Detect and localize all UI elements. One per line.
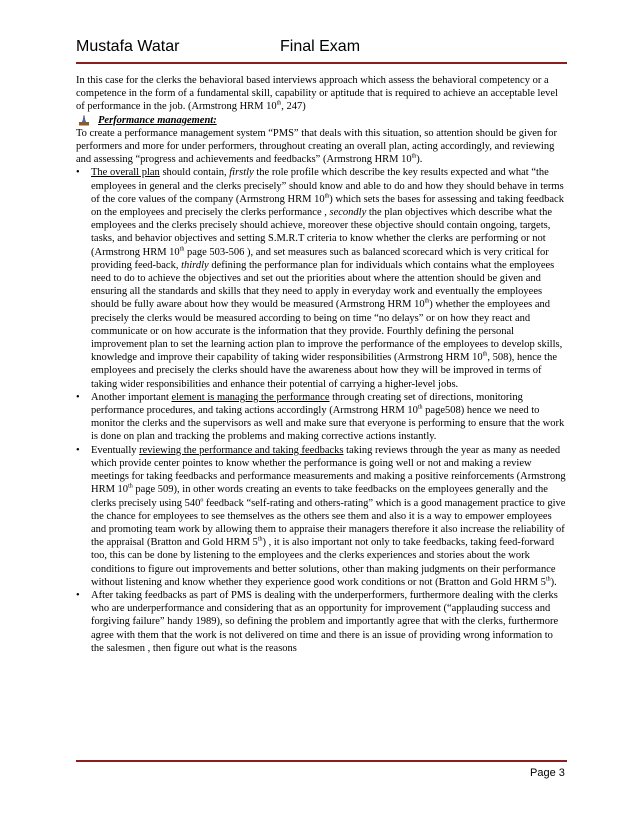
b2-t3: page508) hence we need to monitor the clerks and the supervisors as well and make sure that everyone is performing to ensure that the work is done on plan and tracking the problems and making corrective actions instantly. bbox=[91, 405, 565, 443]
b3-t2: taking reviews through the year as many as needed which provide center pointes to know whether the performance is going well or not and making a review meetings for taking feedbacks and performance measurements and making a positive reinforcements (Armstrong HRM 10 bbox=[91, 444, 566, 496]
footer-rule bbox=[76, 760, 567, 762]
section-para-sup: th bbox=[411, 153, 417, 160]
page-number: Page 3 bbox=[530, 767, 565, 779]
b1-secondly: secondly bbox=[329, 207, 367, 219]
bullet-dot: • bbox=[76, 589, 80, 601]
bullet-underperformers bbox=[76, 589, 568, 655]
b1-t8: , 508), hence the employees and precisely the clerks should have the awareness about how they will be improved in terms of taking wider responsibilities and enhance their potential of carrying a higher-level jobs. bbox=[91, 352, 557, 390]
bullet-reviewing-performance bbox=[76, 444, 568, 589]
bullet-managing-performance bbox=[76, 391, 568, 444]
b2-s1: th bbox=[417, 404, 423, 411]
b2-t2: through creating set of directions, monitoring performance procedures, and taking actions accordingly (Armstrong HRM 10 bbox=[91, 391, 523, 417]
bullet-overall-plan bbox=[76, 166, 568, 390]
bullet-dot: • bbox=[76, 444, 80, 456]
header-author: Mustafa Watar bbox=[76, 38, 180, 55]
b3-t6: ). bbox=[550, 576, 557, 588]
b3-t5: ) , it is also important not only to take feedbacks, taking feed-forward too, this can be done by listening to the employees and the clerks experiences and stories about the work conditions to figure out improvements and better solutions, other than making judgments on their performance without listening and know whether they experience good work conditions or not (Bratton and Gold HRM 5 bbox=[91, 537, 556, 588]
header-title: Final Exam bbox=[280, 38, 361, 55]
page-header bbox=[76, 38, 566, 62]
section-para-tail: ). bbox=[416, 154, 423, 166]
b1-t1: should contain, bbox=[159, 167, 230, 179]
section-paragraph bbox=[76, 127, 568, 167]
section-heading-text: Performance management: bbox=[98, 114, 217, 126]
b1-t7: ) whether the employees and precisely the clerks would be measured according to being on time “no delays” or on how they react and communicate or on how accurate is the information that they provide. Fourthly defining the personal improvement plan to set the learning action plan to improve the performance of the employees to develop skills, knowledge and improve their capability of taking wider responsibilities (Armstrong HRM 10 bbox=[91, 299, 563, 364]
intro-sup: th bbox=[276, 100, 282, 107]
b1-firstly: firstly bbox=[229, 167, 254, 179]
b3-t3: page 509), in other words creating an events to take feedbacks on the employees generally and the clerks precisely using 540 bbox=[91, 484, 548, 509]
intro-paragraph bbox=[76, 74, 568, 114]
intro-tail: , 247) bbox=[281, 101, 306, 113]
b1-t5: page 503-506 ), and set measures such as balanced scorecard which is very critical for providing feed-back, bbox=[91, 246, 549, 271]
b1-lead: The overall plan bbox=[91, 167, 160, 179]
bullet-dot: • bbox=[76, 167, 80, 179]
b1-t2: the role profile which describe the key results expected and what “the employees in general and the clerks precisely” should know and able to do and how they should behave in terms of the core values of the company (Armstrong HRM 10 bbox=[91, 167, 564, 205]
b4-text: After taking feedbacks as part of PMS is dealing with the underperformers, furthermore dealing with the clerks who are underperformance and considering that as an opportunity for improvement (“applauding success and forgiving failure” handy 1989), so defining the problem and importantly agree that with the clerks, furthermore agree with them that the work is not delivered on time and there is an issue of providing wrong information to the salesmen , then figure out what is the reasons bbox=[91, 589, 559, 654]
intro-text: In this case for the clerks the behavioral based interviews approach which assess the behavioral competency or a competence in the form of a fundamental skill, capability or aptitude that is required to achieve an acceptable level of performance in the job. (Armstrong HRM 10 bbox=[76, 75, 558, 113]
b3-s2: o bbox=[200, 497, 204, 503]
b2-lead: element is managing the performance bbox=[171, 391, 330, 403]
b1-s1: th bbox=[324, 193, 330, 200]
b2-t1: Another important bbox=[91, 391, 172, 403]
b1-t4: the plan objectives which describe what the employees and the clerks precisely should achieve, moreover these objective should contain ongoing, targets, tasks, and behavior objectives and setting S.M.R.T criteria to know whether the clerks are performing or not (Armstrong HRM 10 bbox=[91, 207, 552, 258]
b1-t6: defining the performance plan for individuals which contains what the employees need to do to achieve the objectives and set out the priorities about where the attention should be given and ensuring all the standards and skills that they need to apply in everyday work and eventually the employees should be fully aware about how they would be measured (Armstrong HRM 10 bbox=[91, 259, 555, 311]
b1-s4: th bbox=[482, 351, 488, 358]
bullet-dot: • bbox=[76, 391, 80, 403]
b3-lead: reviewing the performance and taking feedbacks bbox=[139, 444, 344, 456]
b1-thirdly: thirdly bbox=[181, 259, 209, 271]
b3-t1: Eventually bbox=[91, 444, 140, 456]
b3-t4: feedback “self-rating and others-rating” which is a good management practice to give the chance for employees to see themselves as the others see them and also it is a way to empower employees and promoting team work by allowing them to appraise their managers therefore it also increase the reliability of the appraisal (Bratton and Gold HRM 5 bbox=[91, 497, 566, 549]
b1-s2: th bbox=[179, 246, 185, 253]
section-para-text: To create a performance management system “PMS” that deals with this situation, so attention should be given for performers and more for under performers, throughout creating an overall plan, acting accordingly, and reviewing and assessing “progress and achievements and feedbacks” (Armstrong HRM 10 bbox=[76, 127, 557, 166]
b1-s3: th bbox=[424, 298, 430, 305]
b3-s1: th bbox=[128, 483, 133, 490]
pen-icon bbox=[78, 115, 90, 126]
b1-t3: ) which sets the bases for assessing and taking feedback on the employees and precisely the clerks performance , bbox=[91, 193, 564, 219]
b3-s3: th bbox=[257, 536, 263, 543]
document-body bbox=[76, 74, 568, 655]
header-rule bbox=[76, 62, 567, 64]
bullet-list bbox=[76, 166, 568, 655]
b3-s4: th bbox=[545, 576, 551, 583]
section-heading bbox=[78, 114, 568, 127]
